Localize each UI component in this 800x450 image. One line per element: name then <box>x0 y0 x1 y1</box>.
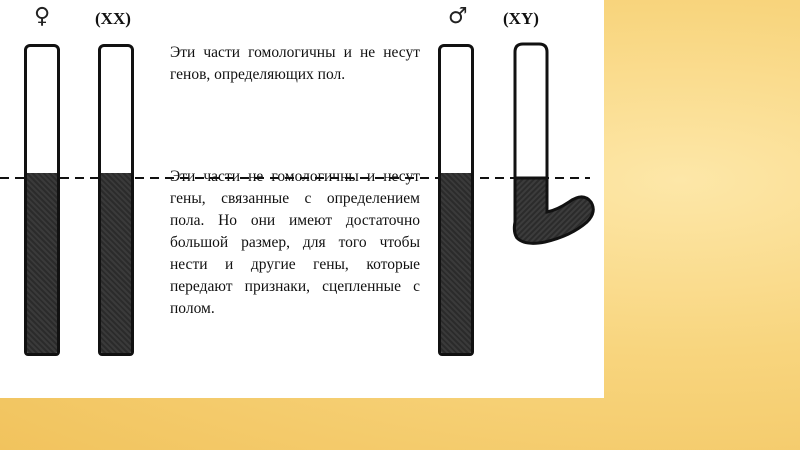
y-chromosome-homologous-part <box>515 44 547 178</box>
x-chromosome-male <box>438 44 474 356</box>
female-symbol-icon: ♀ <box>34 4 51 29</box>
male-symbol-icon: ♂ <box>448 4 468 29</box>
male-pair-label: (XY) <box>503 9 539 28</box>
x-chromosome-male-nonhomologous-part <box>441 173 471 353</box>
non-homologous-parts-note: Эти части не гомологичны и несут гены, связанные с определением пола. Но они имеют достаточно большой размер, для того чтобы нести и другие гены, которые передают признаки, сцепленные с полом. <box>170 168 420 317</box>
x-chromosome-2-nonhomologous-part <box>101 173 131 353</box>
homologous-parts-note: Эти части гомологичны и не несут генов, определяющих пол. <box>170 44 420 83</box>
female-pair-label: (XX) <box>95 9 131 28</box>
y-chromosome <box>505 40 600 255</box>
x-chromosome-1-nonhomologous-part <box>27 173 57 353</box>
y-chromosome-nonhomologous-part <box>514 178 593 243</box>
x-chromosome-2 <box>98 44 134 356</box>
x-chromosome-1 <box>24 44 60 356</box>
